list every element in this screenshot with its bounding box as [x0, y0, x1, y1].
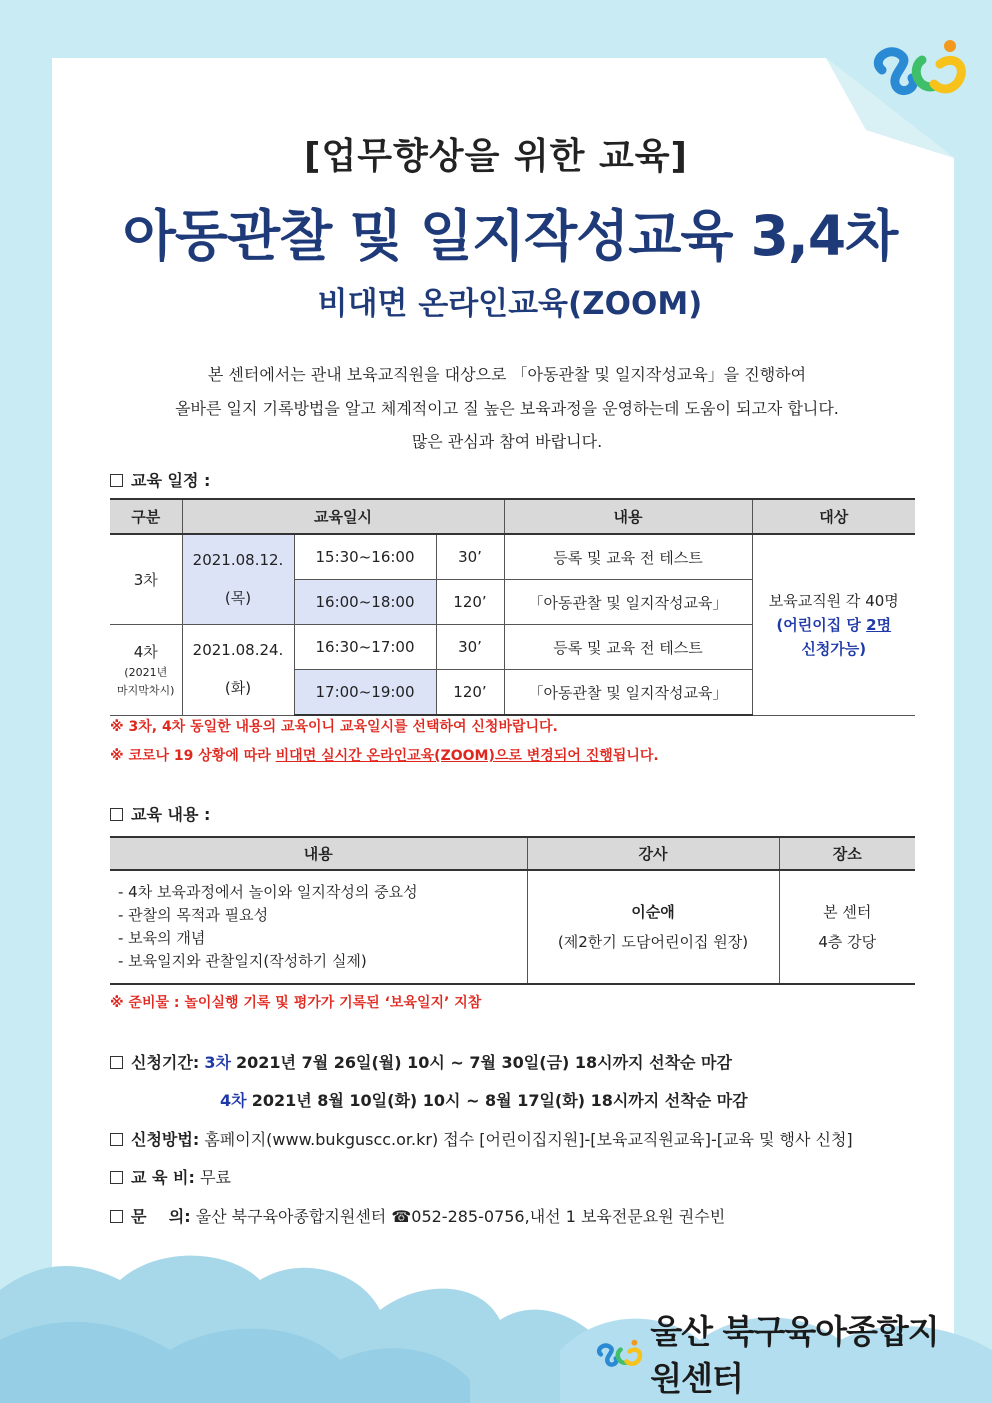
session-time: 15:30~16:00 — [294, 534, 436, 580]
intro-line-1: 본 센터에서는 관내 보육교직원을 대상으로 「아동관찰 및 일지작성교육」을 진행하여 — [207, 365, 807, 384]
schedule-note-2: ※ 코로나 19 상황에 따라 비대면 실시간 온라인교육(ZOOM)으로 변경되어 진행됩니다. — [110, 748, 659, 764]
page-subtitle: [업무향상을 위한 교육] — [304, 136, 688, 177]
session-duration: 30’ — [436, 534, 504, 580]
session-content: 등록 및 교육 전 테스트 — [504, 534, 752, 580]
round-4-label: 4차 (2021년 마지막차시) — [110, 625, 182, 716]
page-title-format: 비대면 온라인교육(ZOOM) — [317, 286, 703, 322]
header-division: 구분 — [110, 499, 182, 534]
checkbox-icon — [110, 1133, 123, 1146]
header-datetime: 교육일시 — [182, 499, 504, 534]
session-time: 16:30~17:00 — [294, 625, 436, 670]
checkbox-icon — [110, 474, 123, 487]
checkbox-icon — [110, 1171, 123, 1184]
list-item: - 보육의 개념 — [118, 929, 206, 947]
center-logo-icon — [870, 30, 974, 104]
intro-line-3: 많은 관심과 참여 바랍니다. — [411, 432, 603, 451]
checkbox-icon — [110, 1210, 123, 1223]
session-duration: 120’ — [436, 670, 504, 716]
list-item: - 보육일지와 관찰일지(작성하기 실제) — [118, 952, 367, 970]
apply-method: 신청방법: 홈페이지(www.bukguscc.or.kr) 접수 [어린이집지원]-[보육교직원교육]-[교육 및 행사 신청] — [110, 1127, 853, 1150]
session-content: 「아동관찰 및 일지작성교육」 — [504, 670, 752, 716]
apply-contact: 문 의: 울산 북구육아종합지원센터 ☎052-285-0756,내선 1 보육전문요원 권수빈 — [110, 1204, 725, 1227]
apply-fee: 교 육 비: 무료 — [110, 1165, 231, 1188]
footer-logo-icon — [595, 1326, 646, 1380]
schedule-table — [110, 498, 915, 716]
page-title: 아동관찰 및 일지작성교육 3,4차 — [122, 204, 898, 268]
apply-period-3: 신청기간: 3차 2021년 7월 26일(월) 10시 ~ 7월 30일(금) 18시까지 선착순 마감 — [110, 1050, 732, 1073]
checkbox-icon — [110, 808, 123, 821]
header-instructor: 강사 — [527, 837, 779, 870]
content-heading: 교육 내용 : — [110, 802, 210, 825]
list-item: - 4차 보육과정에서 놀이와 일지작성의 중요성 — [118, 883, 418, 901]
header-content: 내용 — [504, 499, 752, 534]
apply-period-4: 4차 2021년 8월 10일(화) 10시 ~ 8월 17일(화) 18시까지 선착순 마감 — [220, 1091, 748, 1110]
instructor-cell: 이순애 (제2한기 도담어린이집 원장) — [527, 870, 779, 984]
schedule-note-1: ※ 3차, 4차 동일한 내용의 교육이니 교육일시를 선택하여 신청바랍니다. — [110, 719, 558, 735]
header-content: 내용 — [110, 837, 527, 870]
checkbox-icon — [110, 1056, 123, 1069]
target-cell: 보육교직원 각 40명 (어린이집 당 2명 신청가능) — [752, 534, 915, 715]
footer-logo — [595, 1312, 955, 1398]
session-content: 「아동관찰 및 일지작성교육」 — [504, 580, 752, 625]
content-table — [110, 836, 915, 985]
list-item: - 관찰의 목적과 필요성 — [118, 906, 269, 924]
header-place: 장소 — [779, 837, 915, 870]
schedule-heading: 교육 일정 : — [110, 468, 210, 491]
round-3-label: 3차 — [110, 534, 182, 625]
session-duration: 30’ — [436, 625, 504, 670]
footer-org-name: 울산 북구육아종합지원센터 — [650, 1312, 939, 1398]
materials-note: ※ 준비물 : 놀이실행 기록 및 평가가 기록된 ‘보육일지’ 지참 — [110, 995, 482, 1011]
header-target: 대상 — [752, 499, 915, 534]
intro-line-2: 올바른 일지 기록방법을 알고 체계적이고 질 높은 보육과정을 운영하는데 도움이 되고자 합니다. — [175, 399, 839, 418]
session-time: 16:00~18:00 — [294, 580, 436, 625]
round-3-date: 2021.08.12. (목) — [182, 534, 294, 625]
session-duration: 120’ — [436, 580, 504, 625]
session-time: 17:00~19:00 — [294, 670, 436, 716]
content-list-cell — [110, 870, 527, 984]
session-content: 등록 및 교육 전 테스트 — [504, 625, 752, 670]
place-cell: 본 센터 4층 강당 — [779, 870, 915, 984]
round-4-date: 2021.08.24. (화) — [182, 625, 294, 716]
